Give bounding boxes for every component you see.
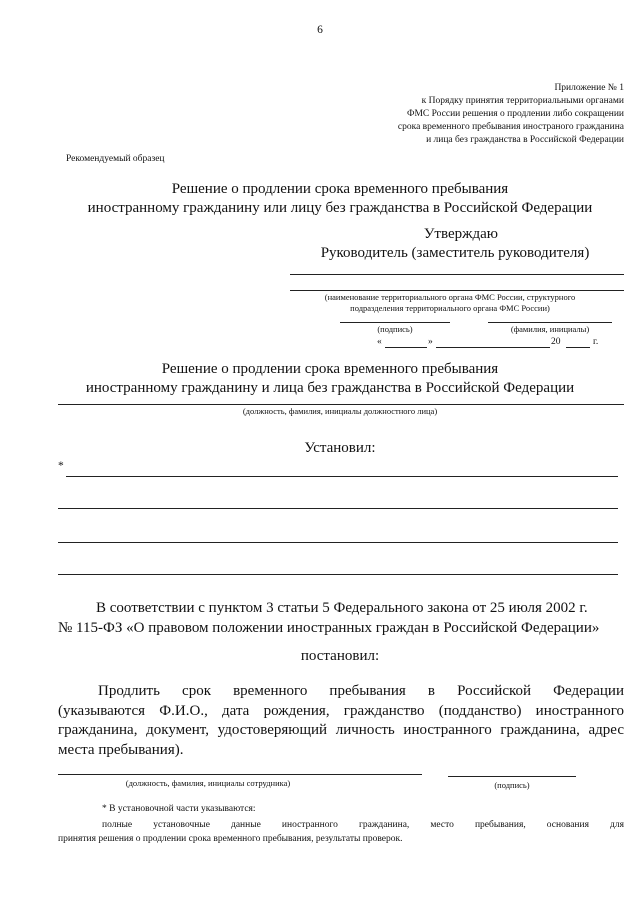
extend-paragraph-line: гражданина, документ, удостоверяющий личность иностранного гражданина, адрес	[58, 722, 624, 738]
name-caption: (фамилия, инициалы)	[510, 324, 590, 334]
official-line[interactable]	[58, 404, 624, 405]
document-title-line: иностранному гражданину или лицу без гражданства в Российской Федерации	[87, 200, 593, 216]
appendix-line: и лица без гражданства в Российской Федерации	[426, 135, 624, 145]
date-year-field[interactable]	[566, 347, 590, 348]
appendix-line: к Порядку принятия территориальными органами	[421, 96, 624, 106]
date-quote-open: «	[377, 337, 382, 347]
document-title	[40, 180, 640, 218]
head-label: Руководитель (заместитель руководителя)	[320, 245, 590, 261]
established-heading: Установил:	[304, 440, 376, 456]
signature-caption: (подпись)	[377, 324, 413, 334]
appendix-title: Приложение № 1	[554, 83, 624, 93]
law-paragraph	[58, 598, 628, 638]
footnote-text	[58, 818, 624, 846]
decision-title	[40, 360, 620, 398]
extend-paragraph-line: Продлить срок временного пребывания в Российской Федерации	[98, 683, 624, 699]
established-line-3[interactable]	[58, 542, 618, 543]
date-day-field[interactable]	[385, 347, 427, 348]
approve-label: Утверждаю	[423, 226, 498, 242]
extend-paragraph-line: места пребывания).	[58, 741, 184, 758]
footnote-line: полные установочные данные иностранного гражданина, место пребывания, основания для	[102, 820, 624, 830]
established-line-1[interactable]	[66, 476, 618, 477]
page-number: 6	[317, 24, 323, 36]
document-title-line: Решение о продлении срока временного пребывания	[171, 181, 509, 197]
footnote-line: принятия решения о продлении срока временного пребывания, результаты проверок.	[58, 834, 403, 844]
footnote-marker: *	[58, 460, 64, 472]
appendix-block	[280, 82, 624, 147]
org-caption-line: (наименование территориального органа ФМС России, структурного	[324, 292, 576, 302]
org-name-line-1[interactable]	[290, 274, 624, 275]
extend-paragraph	[58, 682, 624, 760]
appendix-line: ФМС России решения о продлении либо сокращении	[406, 109, 624, 119]
org-caption	[260, 292, 640, 314]
official-caption: (должность, фамилия, инициалы должностного лица)	[242, 406, 438, 416]
law-paragraph-line: № 115-ФЗ «О правовом положении иностранных граждан в Российской Федерации»	[58, 620, 600, 636]
footnote-heading: * В установочной части указываются:	[102, 804, 256, 814]
employee-signature-line[interactable]	[448, 776, 576, 777]
appendix-line: срока временного пребывания иностраного гражданина	[397, 122, 624, 132]
resolved-heading: постановил:	[300, 648, 380, 664]
employee-line[interactable]	[58, 774, 422, 775]
head-signature-line[interactable]	[340, 322, 450, 323]
employee-caption: (должность, фамилия, инициалы сотрудника)	[125, 778, 291, 788]
date-month-field[interactable]	[436, 347, 550, 348]
recommended-sample-label: Рекомендуемый образец	[66, 154, 165, 164]
head-name-line[interactable]	[488, 322, 612, 323]
org-caption-line: подразделения территориального органа ФМС России)	[350, 303, 550, 313]
extend-paragraph-line: (указываются Ф.И.О., дата рождения, гражданство (подданство) иностранного	[58, 702, 624, 719]
decision-title-line: Решение о продлении срока временного пребывания	[161, 361, 499, 377]
law-paragraph-line: В соответствии с пунктом 3 статьи 5 Федерального закона от 25 июля 2002 г.	[96, 600, 588, 616]
date-year-prefix: 20	[551, 337, 561, 347]
org-name-line-2[interactable]	[290, 290, 624, 291]
date-year-suffix: г.	[593, 337, 599, 347]
established-line-2[interactable]	[58, 508, 618, 509]
date-quote-close: »	[428, 337, 433, 347]
employee-signature-caption: (подпись)	[494, 780, 530, 790]
decision-title-line: иностранному гражданину и лица без гражданства в Российской Федерации	[85, 380, 575, 396]
established-line-4[interactable]	[58, 574, 618, 575]
